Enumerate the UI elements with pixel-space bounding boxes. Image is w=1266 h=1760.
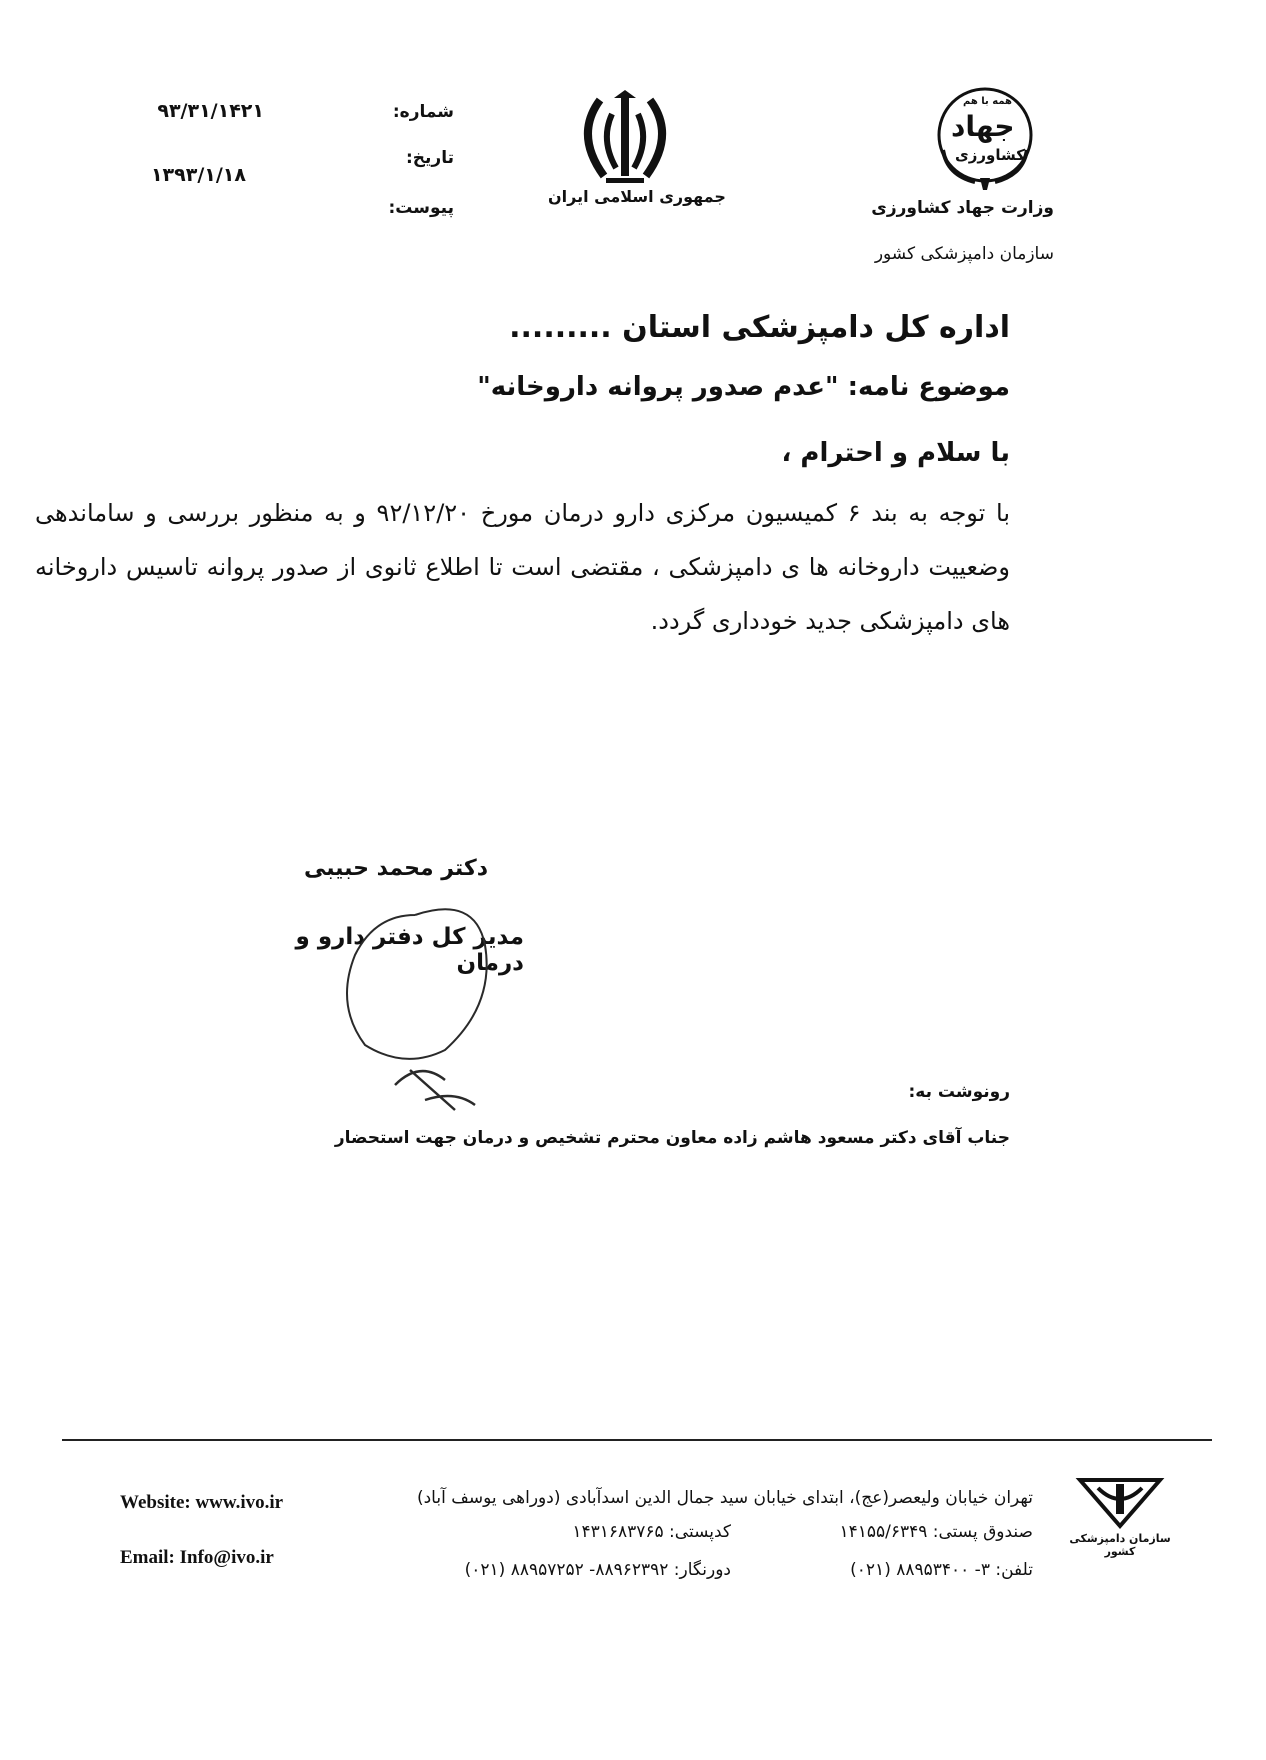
footer-website: Website: www.ivo.ir	[120, 1492, 284, 1513]
footer-po-box: صندوق پستی: ۱۴۱۵۵/۶۳۴۹	[839, 1522, 1033, 1542]
attachment-label: پیوست:	[388, 198, 454, 218]
national-emblem-icon	[570, 90, 680, 190]
national-emblem-caption: جمهوری اسلامی ایران	[548, 187, 726, 206]
letter-body: با توجه به بند ۶ کمیسیون مرکزی دارو درمان مورخ ۹۲/۱۲/۲۰ و به منظور بررسی و ساماندهی وضعییت داروخانه ها ی دامپزشکی ، مقتضی است تا اطلاع ثانوی از صدور پروانه تاسیس داروخانه های دامپزشکی جدید خودداری گردد.	[35, 499, 1010, 635]
ministry-logo-sub: کشاورزی	[955, 146, 1025, 164]
number-value: ۹۳/۳۱/۱۴۲۱	[157, 100, 264, 122]
ministry-logo	[925, 80, 1045, 195]
signature-scribble	[325, 885, 515, 1115]
footer-email: Email: Info@ivo.ir	[120, 1547, 274, 1568]
footer-phone: تلفن: ۳- ۸۸۹۵۳۴۰۰ (۰۲۱)	[850, 1560, 1033, 1580]
signatory-title: مدیر کل دفتر دارو و درمان	[295, 924, 524, 976]
footer-fax: دورنگار: ۸۸۹۶۲۳۹۲- ۸۸۹۵۷۲۵۲ (۰۲۱)	[464, 1560, 731, 1580]
letter-subject: موضوع نامه: "عدم صدور پروانه داروخانه"	[477, 372, 1010, 402]
footer-postal-code: کدپستی: ۱۴۳۱۶۸۳۷۶۵	[572, 1522, 731, 1542]
footer-address: تهران خیابان ولیعصر(عج)، ابتدای خیابان سید جمال الدین اسدآبادی (دوراهی یوسف آباد)	[416, 1488, 1033, 1508]
cc-line: جناب آقای دکتر مسعود هاشم زاده معاون محترم تشخیص و درمان جهت استحضار	[334, 1128, 1010, 1148]
org-logo	[1069, 1470, 1171, 1558]
signatory-name: دکتر محمد حبیبی	[303, 856, 488, 881]
ministry-name: وزارت جهاد کشاورزی	[871, 198, 1054, 218]
date-label: تاریخ:	[406, 148, 454, 168]
greeting: با سلام و احترام ،	[781, 438, 1010, 468]
recipient: اداره کل دامپزشکی استان .........	[509, 310, 1010, 345]
footer-divider	[62, 1439, 1212, 1441]
ministry-logo-top: همه با هم	[963, 96, 1012, 107]
organization-name: سازمان دامپزشکی کشور	[874, 244, 1054, 264]
ministry-logo-main: جهاد	[951, 110, 1015, 143]
number-label: شماره:	[392, 102, 454, 122]
date-value: ۱۳۹۳/۱/۱۸	[150, 164, 246, 186]
org-logo-caption: سازمان دامپزشکی کشور	[1069, 1532, 1171, 1558]
cc-label: رونوشت به:	[908, 1082, 1010, 1102]
